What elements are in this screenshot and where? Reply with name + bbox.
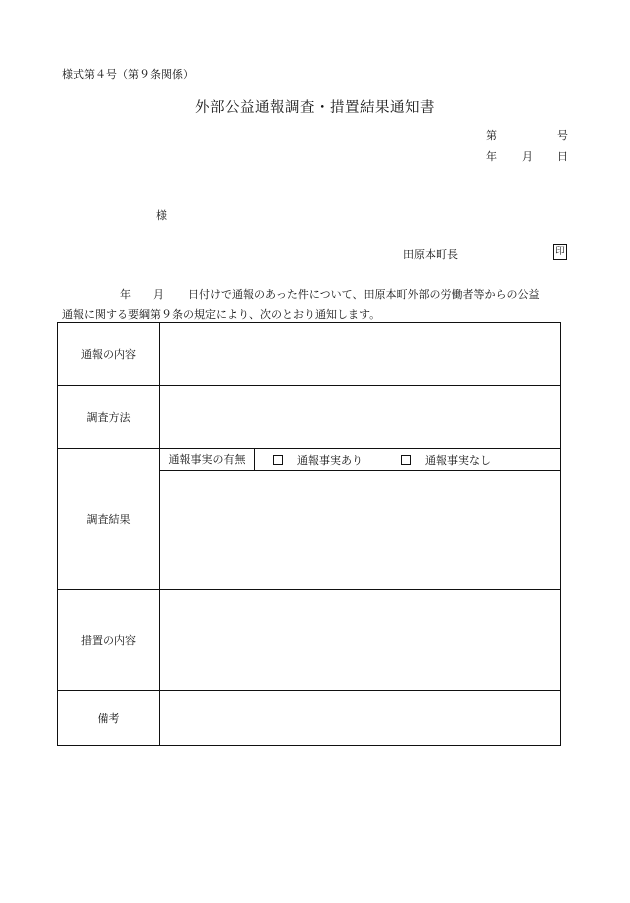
table-row-measures: [58, 590, 561, 691]
issuer-name: 田原本町長: [403, 248, 458, 261]
option-fact-none[interactable]: [401, 452, 491, 468]
option-fact-none-label: 通報事実なし: [425, 453, 491, 467]
option-fact-exists[interactable]: [273, 452, 363, 468]
result-details-area[interactable]: [160, 471, 560, 589]
date-year-label: 年: [486, 150, 497, 163]
checkbox-fact-none[interactable]: [401, 455, 411, 465]
body-line-1-text: 日付けで通報のあった件について、田原本町外部の労働者等からの公益: [188, 288, 540, 301]
field-measures[interactable]: [160, 590, 561, 691]
body-month-label: 月: [153, 288, 164, 301]
table-row-remarks: [58, 691, 561, 746]
seal-mark: 印: [553, 244, 567, 260]
date-month-label: 月: [522, 150, 533, 163]
label-measures: 措置の内容: [58, 590, 160, 691]
fact-existence-row: [160, 449, 560, 471]
document-number-suffix: 号: [557, 129, 568, 142]
notice-body-line-1: [62, 285, 567, 305]
notice-body: [62, 285, 567, 325]
form-number: 様式第４号（第９条関係）: [62, 68, 194, 81]
label-investigation-result: 調査結果: [58, 449, 160, 590]
label-investigation-method: 調査方法: [58, 386, 160, 449]
fact-existence-label: 通報事実の有無: [160, 449, 255, 470]
document-number-prefix: 第: [486, 129, 497, 142]
label-remarks: 備考: [58, 691, 160, 746]
recipient-suffix: 様: [156, 209, 167, 222]
table-row-method: [58, 386, 561, 449]
report-table: [57, 322, 561, 746]
label-report-content: 通報の内容: [58, 323, 160, 386]
table-row-result: [58, 449, 561, 590]
option-fact-exists-label: 通報事実あり: [297, 453, 363, 467]
body-year-label: 年: [120, 288, 131, 301]
document-title: 外部公益通報調査・措置結果通知書: [195, 100, 435, 116]
checkbox-fact-exists[interactable]: [273, 455, 283, 465]
table-row-content: [58, 323, 561, 386]
field-remarks[interactable]: [160, 691, 561, 746]
date-day-label: 日: [557, 150, 568, 163]
notice-body-line-2: 通報に関する要綱第９条の規定により、次のとおり通知します。: [62, 308, 381, 321]
field-investigation-method[interactable]: [160, 386, 561, 449]
field-report-content[interactable]: [160, 323, 561, 386]
field-investigation-result: [160, 449, 561, 590]
